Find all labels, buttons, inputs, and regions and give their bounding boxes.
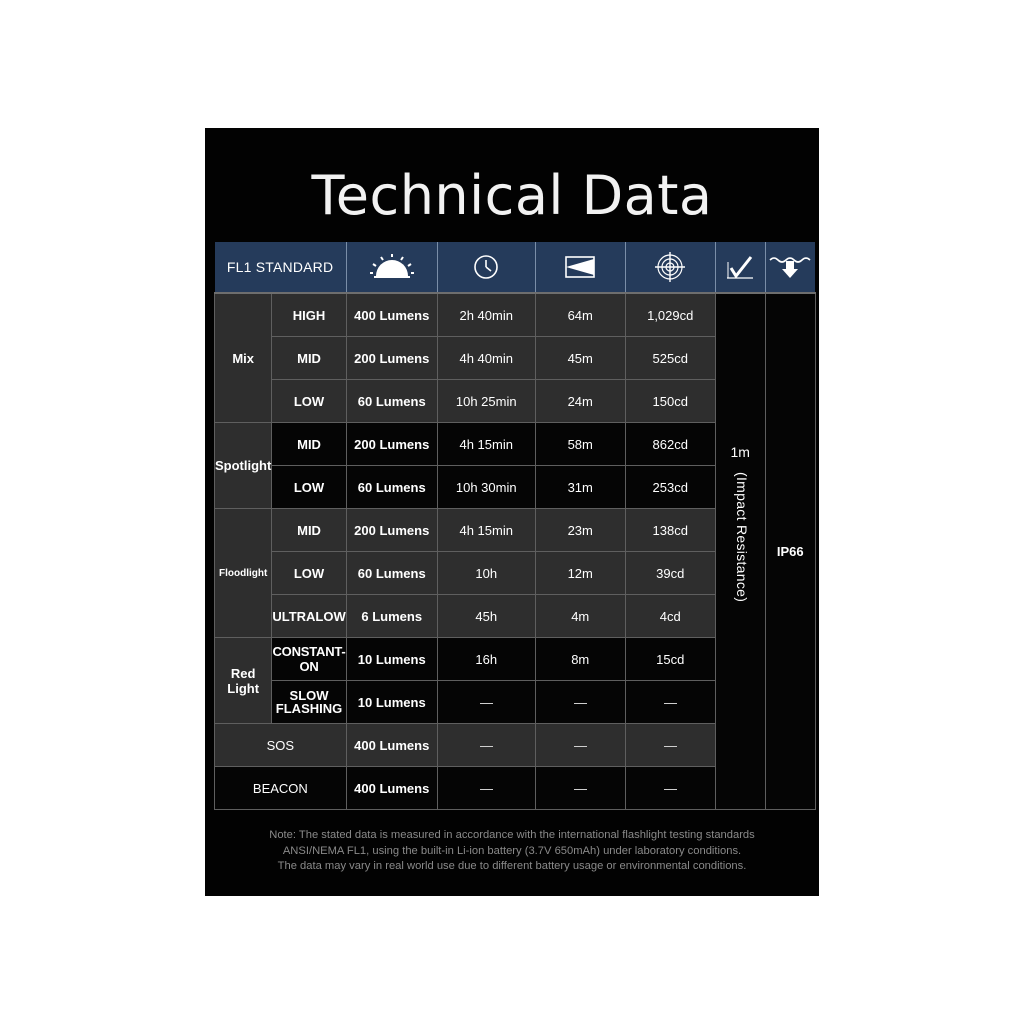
impact-resistance-header <box>715 242 765 293</box>
lumens-cell: 10 Lumens <box>346 638 437 681</box>
group-label: Spotlight <box>215 423 272 509</box>
impact-resistance-cell <box>715 293 765 810</box>
mode-cell: LOW <box>272 552 346 595</box>
waterproof-cell <box>765 293 815 810</box>
intensity-cell: 138cd <box>625 509 715 552</box>
mode-line: SLOW <box>289 688 329 703</box>
distance-cell <box>535 681 625 724</box>
mode-cell: MID <box>272 337 346 380</box>
runtime-cell: 45h <box>437 595 535 638</box>
intensity-cell: 4cd <box>625 595 715 638</box>
lumens-cell: 200 Lumens <box>346 337 437 380</box>
light-output-header <box>346 242 437 293</box>
intensity-cell: 150cd <box>625 380 715 423</box>
runtime-clock-icon <box>472 253 500 281</box>
runtime-cell: 10h 30min <box>437 466 535 509</box>
beam-distance-icon <box>565 256 595 278</box>
dash <box>664 789 677 790</box>
mode-cell: ULTRALOW <box>272 595 346 638</box>
runtime-header <box>437 242 535 293</box>
table-header-row <box>215 242 816 293</box>
lumens-cell: 60 Lumens <box>346 552 437 595</box>
runtime-cell: 10h <box>437 552 535 595</box>
footnote-line: Note: The stated data is measured in accordance with the international flashlight testing standards <box>269 829 755 841</box>
footnote-line: The data may vary in real world use due to different battery usage or environmental conditions. <box>277 860 747 872</box>
distance-cell: 12m <box>535 552 625 595</box>
dash <box>574 789 587 790</box>
intensity-cell: 15cd <box>625 638 715 681</box>
page-title: Technical Data <box>311 164 713 227</box>
impact-value: 1m <box>730 444 750 460</box>
intensity-cell: 862cd <box>625 423 715 466</box>
lumens-cell: 200 Lumens <box>346 423 437 466</box>
impact-resistance-icon <box>725 254 755 280</box>
lumens-cell: 400 Lumens <box>346 767 437 810</box>
lumens-cell: 200 Lumens <box>346 509 437 552</box>
peak-intensity-icon <box>655 252 685 282</box>
dash <box>574 746 587 747</box>
dash <box>480 746 493 747</box>
runtime-cell <box>437 681 535 724</box>
lumens-cell: 60 Lumens <box>346 466 437 509</box>
peak-intensity-header <box>625 242 715 293</box>
intensity-cell: 253cd <box>625 466 715 509</box>
light-output-icon <box>370 254 414 280</box>
mode-cell: MID <box>272 423 346 466</box>
mode-cell: BEACON <box>215 767 347 810</box>
fl1-standard-label: FL1 STANDARD <box>215 242 347 293</box>
table-row <box>215 293 816 337</box>
distance-cell <box>535 767 625 810</box>
impact-label: (Impact Resistance) <box>734 472 751 603</box>
distance-cell: 4m <box>535 595 625 638</box>
dash <box>480 789 493 790</box>
intensity-cell <box>625 767 715 810</box>
distance-cell: 58m <box>535 423 625 466</box>
distance-cell: 31m <box>535 466 625 509</box>
distance-cell <box>535 724 625 767</box>
mode-cell: LOW <box>272 466 346 509</box>
lumens-cell: 400 Lumens <box>346 293 437 337</box>
distance-cell: 23m <box>535 509 625 552</box>
distance-cell: 8m <box>535 638 625 681</box>
intensity-cell <box>625 724 715 767</box>
mode-cell: MID <box>272 509 346 552</box>
runtime-cell <box>437 724 535 767</box>
distance-cell: 64m <box>535 293 625 337</box>
runtime-cell: 16h <box>437 638 535 681</box>
lumens-cell: 400 Lumens <box>346 724 437 767</box>
runtime-cell: 4h 15min <box>437 509 535 552</box>
runtime-cell: 2h 40min <box>437 293 535 337</box>
intensity-cell <box>625 681 715 724</box>
mode-cell: SOS <box>215 724 347 767</box>
runtime-cell: 10h 25min <box>437 380 535 423</box>
dash <box>664 703 677 704</box>
dash <box>480 703 493 704</box>
lumens-cell: 10 Lumens <box>346 681 437 724</box>
mode-cell: LOW <box>272 380 346 423</box>
distance-cell: 24m <box>535 380 625 423</box>
dash <box>664 746 677 747</box>
intensity-cell: 525cd <box>625 337 715 380</box>
mode-line: FLASHING <box>275 701 343 716</box>
footnote <box>214 828 810 875</box>
mode-cell: CONSTANT-ON <box>272 638 346 681</box>
group-label: Red Light <box>215 638 272 724</box>
lumens-cell: 60 Lumens <box>346 380 437 423</box>
dash <box>574 703 587 704</box>
runtime-cell <box>437 767 535 810</box>
intensity-cell: 39cd <box>625 552 715 595</box>
mode-cell <box>272 681 346 724</box>
lumens-cell: 6 Lumens <box>346 595 437 638</box>
mode-cell: HIGH <box>272 293 346 337</box>
waterproof-header <box>765 242 815 293</box>
group-label: Floodlight <box>215 509 272 638</box>
intensity-cell: 1,029cd <box>625 293 715 337</box>
waterproof-icon <box>768 254 812 280</box>
distance-cell: 45m <box>535 337 625 380</box>
group-label: Mix <box>215 293 272 423</box>
waterproof-rating: IP66 <box>776 544 804 559</box>
footnote-line: ANSI/NEMA FL1, using the built-in Li-ion battery (3.7V 650mAh) under laboratory conditions. <box>282 844 742 857</box>
runtime-cell: 4h 40min <box>437 337 535 380</box>
beam-distance-header <box>535 242 625 293</box>
runtime-cell: 4h 15min <box>437 423 535 466</box>
spec-table <box>214 242 816 810</box>
